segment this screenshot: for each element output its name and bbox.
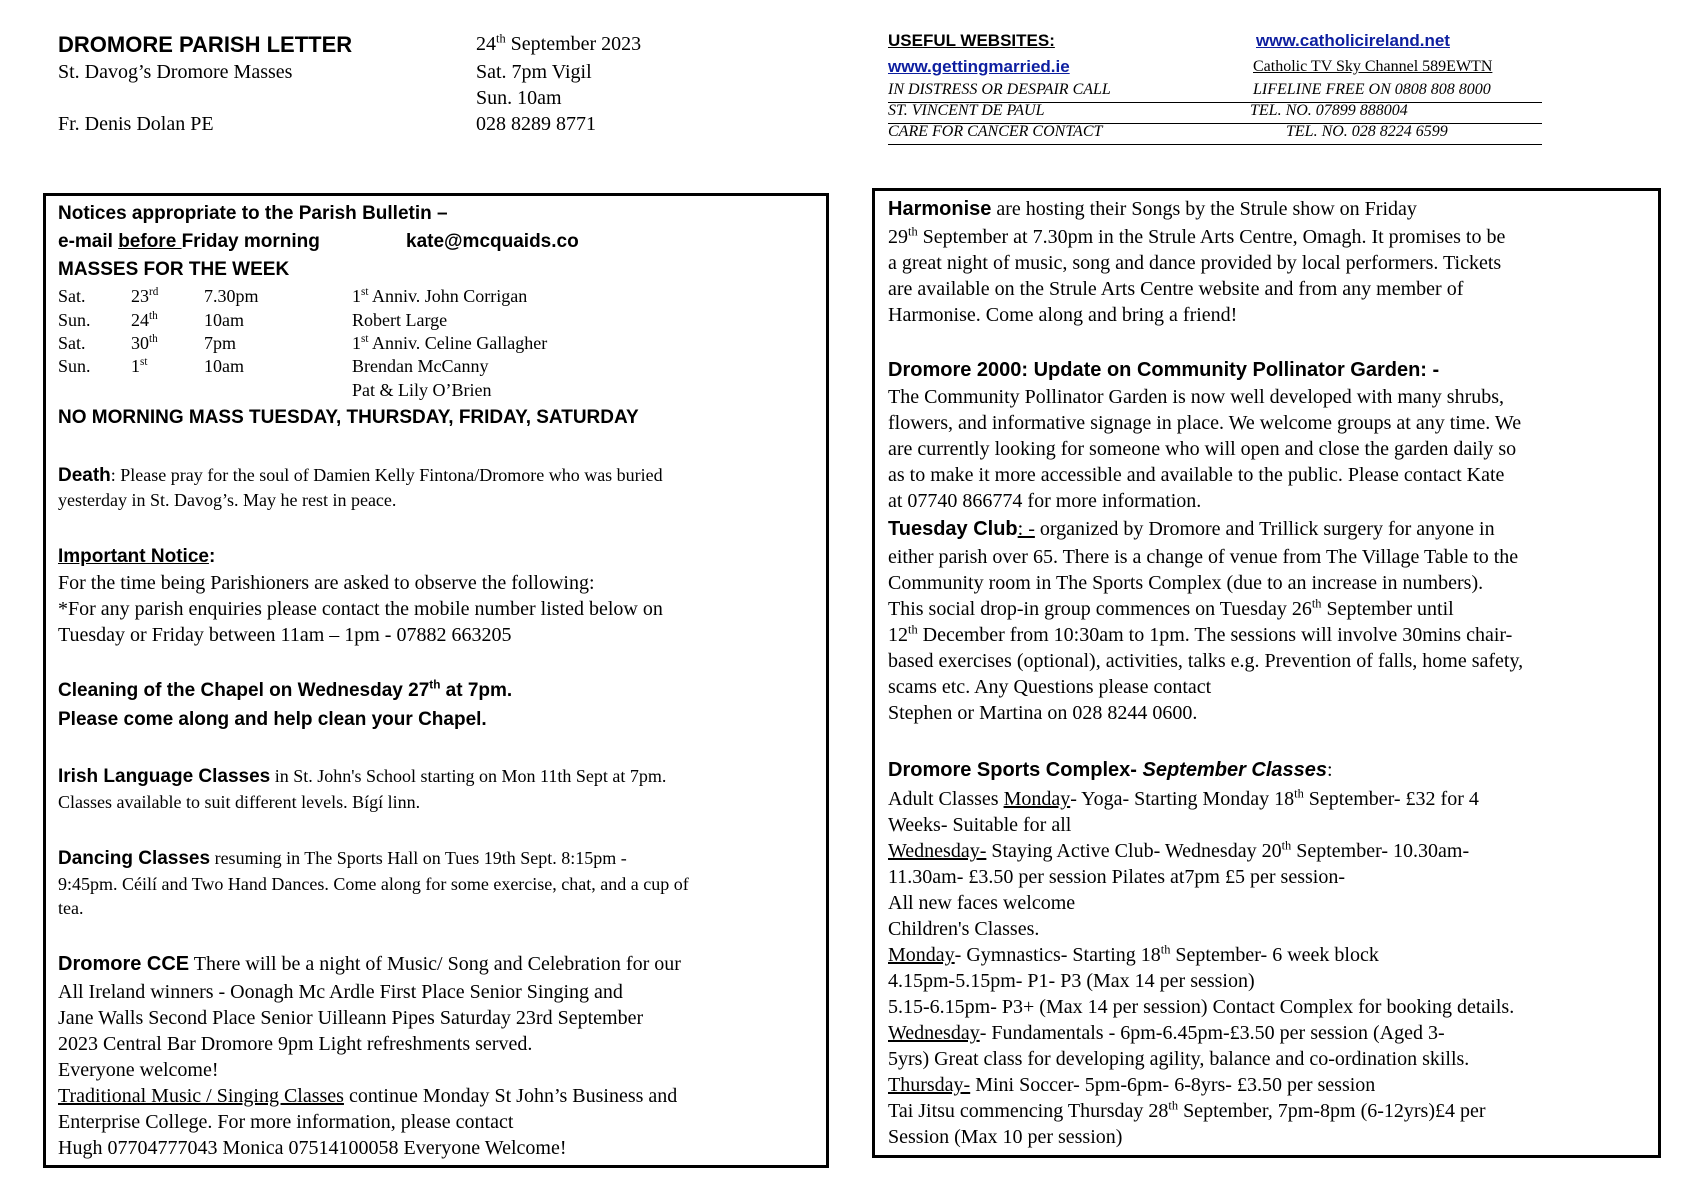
tuesday-club-l3: Community room in The Sports Complex (due to an increase in numbers). <box>888 572 1484 594</box>
sports-l11: 5yrs) Great class for developing agility, balance and co-ordination skills. <box>888 1048 1470 1070</box>
mass-time: 7.30pm <box>204 286 259 306</box>
mass-intention: 1st Anniv. John Corrigan <box>352 286 528 306</box>
contact-label: ST. VINCENT DE PAUL <box>888 102 1045 119</box>
tuesday-club-l1: Tuesday Club: - organized by Dromore and Trillick surgery for anyone in <box>888 518 1495 540</box>
mass-day: Sat. <box>58 286 86 306</box>
harmonise-l3: a great night of music, song and dance provided by local performers. Tickets <box>888 252 1502 274</box>
mass-time: 10am <box>204 310 244 330</box>
priest-name: Fr. Denis Dolan PE <box>58 113 214 135</box>
important-notice-l3: Tuesday or Friday between 11am – 1pm - 07882 663205 <box>58 624 512 646</box>
useful-websites-label: USEFUL WEBSITES: <box>888 31 1055 50</box>
dromore-2000-l1: The Community Pollinator Garden is now well developed with many shrubs, <box>888 386 1505 408</box>
cce-l1: Dromore CCE There will be a night of Music/ Song and Celebration for our <box>58 953 681 975</box>
mass-date: 24th <box>131 310 158 330</box>
dancing-classes-l2: 9:45pm. Céilí and Two Hand Dances. Come along for some exercise, chat, and a cup of <box>58 874 689 894</box>
contact-label: IN DISTRESS OR DESPAIR CALL <box>888 81 1111 98</box>
catholic-ireland-link[interactable]: www.catholicireland.net <box>1256 31 1450 50</box>
sports-l14: Session (Max 10 per session) <box>888 1126 1123 1148</box>
contact-label: CARE FOR CANCER CONTACT <box>888 123 1103 140</box>
vigil-time: Sat. 7pm Vigil <box>476 61 592 83</box>
mass-date: 30th <box>131 333 158 353</box>
important-notice-l2: *For any parish enquiries please contact the mobile number listed below on <box>58 598 663 620</box>
contact-number: TEL. NO. 07899 888004 <box>1250 102 1408 119</box>
contact-number: LIFELINE FREE ON 0808 808 8000 <box>1253 81 1491 98</box>
parish-phone: 028 8289 8771 <box>476 113 596 135</box>
sports-l2: Weeks- Suitable for all <box>888 814 1072 836</box>
dromore-2000-l5: at 07740 866774 for more information. <box>888 490 1202 512</box>
catholic-tv-info: Catholic TV Sky Channel 589EWTN <box>1253 58 1493 75</box>
dromore-2000-title: Dromore 2000: Update on Community Pollinator Garden: - <box>888 359 1440 381</box>
mass-day: Sun. <box>58 310 91 330</box>
important-notice-title: Important Notice: <box>58 546 216 567</box>
cce-l3: Jane Walls Second Place Senior Uilleann Pipes Saturday 23rd September <box>58 1007 644 1029</box>
sunday-time: Sun. 10am <box>476 87 562 109</box>
contact-row-lifeline <box>888 81 1542 103</box>
getting-married-link[interactable]: www.gettingmarried.ie <box>888 57 1070 76</box>
sports-l4: 11.30am- £3.50 per session Pilates at7pm £5 per session- <box>888 866 1345 888</box>
mass-time: 10am <box>204 356 244 376</box>
sports-l3: Wednesday- Staying Active Club- Wednesday 20th September- 10.30am- <box>888 838 1470 862</box>
cleaning-notice-l1: Cleaning of the Chapel on Wednesday 27th at 7pm. <box>58 678 513 701</box>
harmonise-l4: are available on the Strule Arts Centre website and from any member of <box>888 278 1464 300</box>
mass-intention: Pat & Lily O’Brien <box>352 380 492 400</box>
dromore-2000-l4: as to make it more accessible and available to the public. Please contact Kate <box>888 464 1505 486</box>
trad-music-l3: Hugh 07704777043 Monica 07514100058 Everyone Welcome! <box>58 1137 567 1159</box>
dancing-classes-l1: Dancing Classes resuming in The Sports Hall on Tues 19th Sept. 8:15pm - <box>58 848 627 869</box>
contact-row-cancer <box>888 123 1542 145</box>
mass-intention: Robert Large <box>352 310 448 330</box>
sports-l10: Wednesday- Fundamentals - 6pm-6.45pm-£3.50 per session (Aged 3- <box>888 1022 1445 1044</box>
contact-row-svp <box>888 102 1542 124</box>
masses-label: St. Davog’s Dromore Masses <box>58 61 293 83</box>
sports-l6: Children's Classes. <box>888 918 1040 940</box>
mass-intention: 1st Anniv. Celine Gallagher <box>352 333 548 353</box>
tuesday-club-l8: Stephen or Martina on 028 8244 0600. <box>888 702 1198 724</box>
cce-l4: 2023 Central Bar Dromore 9pm Light refreshments served. <box>58 1033 533 1055</box>
sports-l5: All new faces welcome <box>888 892 1076 914</box>
mass-date: 1st <box>131 356 148 376</box>
mass-time: 7pm <box>204 333 237 353</box>
mass-day: Sat. <box>58 333 86 353</box>
masses-week-title: MASSES FOR THE WEEK <box>58 259 290 280</box>
cce-l5: Everyone welcome! <box>58 1059 219 1081</box>
no-morning-mass: NO MORNING MASS TUESDAY, THURSDAY, FRIDAY, SATURDAY <box>58 407 639 428</box>
cce-l2: All Ireland winners - Oonagh Mc Ardle First Place Senior Singing and <box>58 981 623 1003</box>
notices-heading: Notices appropriate to the Parish Bulletin – <box>58 203 448 224</box>
dancing-classes-l3: tea. <box>58 898 84 918</box>
tuesday-club-l4: This social drop-in group commences on Tuesday 26th September until <box>888 596 1454 620</box>
sports-l7: Monday- Gymnastics- Starting 18th September- 6 week block <box>888 942 1379 966</box>
tuesday-club-l7: scams etc. Any Questions please contact <box>888 676 1212 698</box>
important-notice-l1: For the time being Parishioners are asked to observe the following: <box>58 572 595 594</box>
death-notice-l2: yesterday in St. Davog’s. May he rest in peace. <box>58 490 397 510</box>
mass-date: 23rd <box>131 286 159 306</box>
trad-music-l1: Traditional Music / Singing Classes continue Monday St John’s Business and <box>58 1085 678 1107</box>
sports-complex-title: Dromore Sports Complex- September Classes: <box>888 759 1333 781</box>
dromore-2000-l3: are currently looking for someone who will open and close the garden daily so <box>888 438 1517 460</box>
harmonise-l1: Harmonise are hosting their Songs by the Strule show on Friday <box>888 198 1417 220</box>
sports-l1: Adult Classes Monday- Yoga- Starting Monday 18th September- £32 for 4 <box>888 786 1479 810</box>
notices-email[interactable]: kate@mcquaids.co <box>406 231 579 252</box>
dromore-2000-l2: flowers, and informative signage in place. We welcome groups at any time. We <box>888 412 1522 434</box>
cleaning-notice-l2: Please come along and help clean your Chapel. <box>58 709 487 730</box>
irish-classes-l2: Classes available to suit different levels. Bígí linn. <box>58 792 421 812</box>
tuesday-club-l6: based exercises (optional), activities, talks e.g. Prevention of falls, home safety, <box>888 650 1524 672</box>
sports-l9: 5.15-6.15pm- P3+ (Max 14 per session) Contact Complex for booking details. <box>888 996 1515 1018</box>
tuesday-club-l2: either parish over 65. There is a change of venue from The Village Table to the <box>888 546 1519 568</box>
sports-l13: Tai Jitsu commencing Thursday 28th September, 7pm-8pm (6-12yrs)£4 per <box>888 1098 1486 1122</box>
mass-day: Sun. <box>58 356 91 376</box>
contact-number: TEL. NO. 028 8224 6599 <box>1286 123 1448 140</box>
sports-l8: 4.15pm-5.15pm- P1- P3 (Max 14 per session) <box>888 970 1255 992</box>
page-title: DROMORE PARISH LETTER <box>58 32 353 57</box>
bulletin-date: 24th September 2023 <box>476 31 642 55</box>
notices-email-line: e-mail before Friday morning <box>58 231 320 252</box>
trad-music-l2: Enterprise College. For more information, please contact <box>58 1111 514 1133</box>
tuesday-club-l5: 12th December from 10:30am to 1pm. The sessions will involve 30mins chair- <box>888 622 1513 646</box>
sports-l12: Thursday- Mini Soccer- 5pm-6pm- 6-8yrs- £3.50 per session <box>888 1074 1376 1096</box>
mass-intention: Brendan McCanny <box>352 356 489 376</box>
harmonise-l2: 29th September at 7.30pm in the Strule Arts Centre, Omagh. It promises to be <box>888 224 1506 248</box>
irish-classes-l1: Irish Language Classes in St. John's School starting on Mon 11th Sept at 7pm. <box>58 766 667 787</box>
harmonise-l5: Harmonise. Come along and bring a friend! <box>888 304 1238 326</box>
death-notice-l1: Death: Please pray for the soul of Damien Kelly Fintona/Dromore who was buried <box>58 465 663 486</box>
